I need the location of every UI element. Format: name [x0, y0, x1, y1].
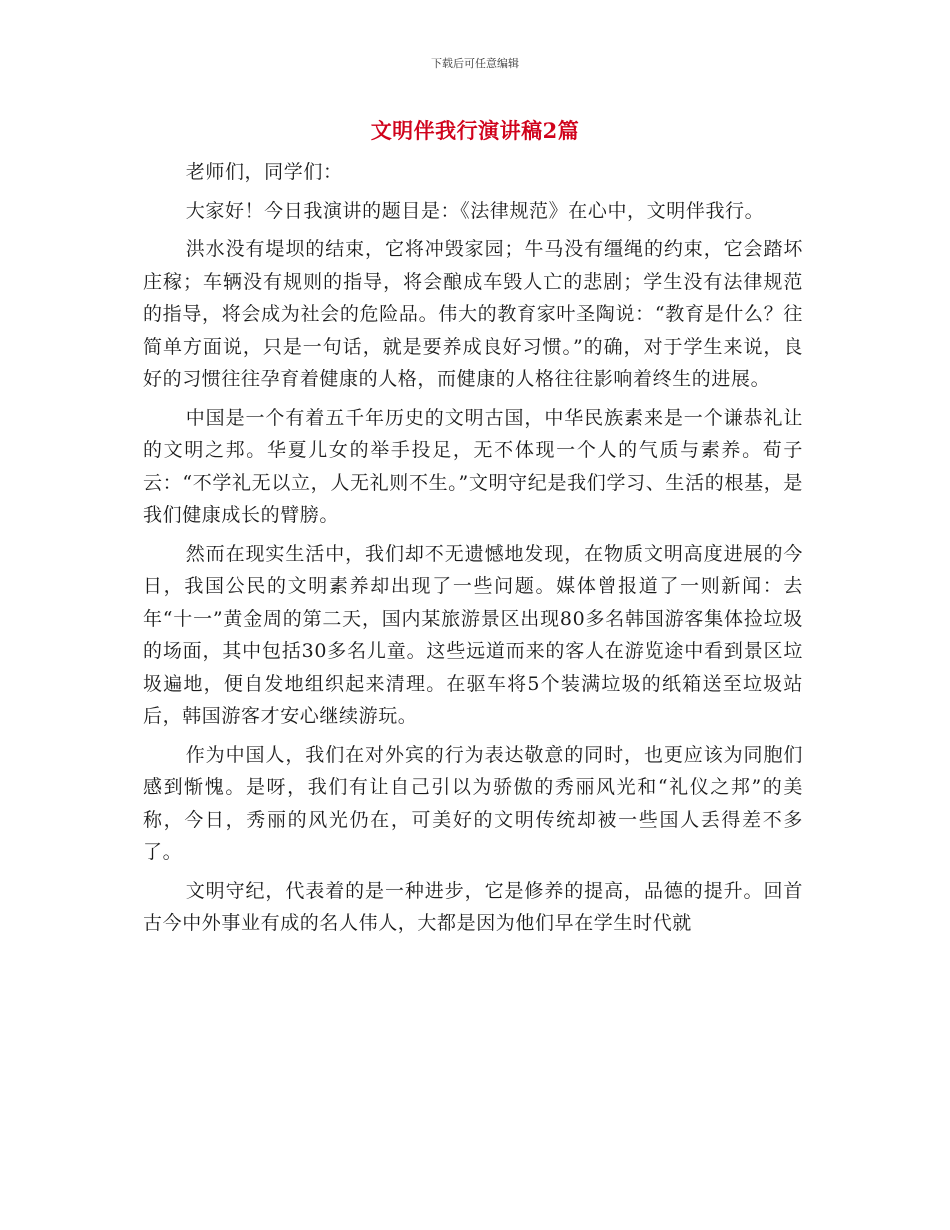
paragraph: 大家好！今日我演讲的题目是：《法律规范》在心中，文明伴我行。 [185, 199, 765, 222]
paragraph: 文明守纪，代表着的是一种进步，它是修养的提高，品德的提升。回首古今中外事业有成的名人伟人，大都是因为他们早在学生时代就 [143, 879, 803, 934]
paragraph: 作为中国人，我们在对外宾的行为表达敬意的同时，也更应该为同胞们感到惭愧。是呀，我们有让自己引以为骄傲的秀丽风光和“礼仪之邦”的美称，今日，秀丽的风光仍在，可美好的文明传统却被一些国人丢得差不多了。 [143, 743, 803, 863]
paragraph: 然而在现实生活中，我们却不无遗憾地发现，在物质文明高度进展的今日，我国公民的文明素养却出现了一些问题。媒体曾报道了一则新闻：去年“十一”黄金周的第二天，国内某旅游景区出现80多名韩国游客集体捡垃圾的场面，其中包括30多名儿童。这些远道而来的客人在游览途中看到景区垃圾遍地，便自发地组织起来清理。在驱车将5个装满垃圾的纸箱送至垃圾站后，韩国游客才安心继续游玩。 [143, 542, 803, 727]
paragraph: 老师们，同学们： [185, 161, 343, 183]
document-title: 文明伴我行演讲稿2篇 [370, 118, 580, 143]
paragraph: 中国是一个有着五千年历史的文明古国，中华民族素来是一个谦恭礼让的文明之邦。华夏儿女的举手投足，无不体现一个人的气质与素养。荀子云：“不学礼无以立，人无礼则不生。”文明守纪是我们学习、生活的根基，是我们健康成长的臂膀。 [143, 406, 803, 526]
document-body [143, 156, 803, 946]
header-note: 下载后可任意编辑 [431, 57, 519, 70]
paragraph: 洪水没有堤坝的结束，它将冲毁家园；牛马没有缰绳的约束，它会踏坏庄稼；车辆没有规则的指导，将会酿成车毁人亡的悲剧；学生没有法律规范的指导，将会成为社会的危险品。伟大的教育家叶圣陶说：“教育是什么？往简单方面说，只是一句话，就是要养成良好习惯。”的确，对于学生来说，良好的习惯往往孕育着健康的人格，而健康的人格往往影响着终生的进展。 [143, 238, 803, 390]
